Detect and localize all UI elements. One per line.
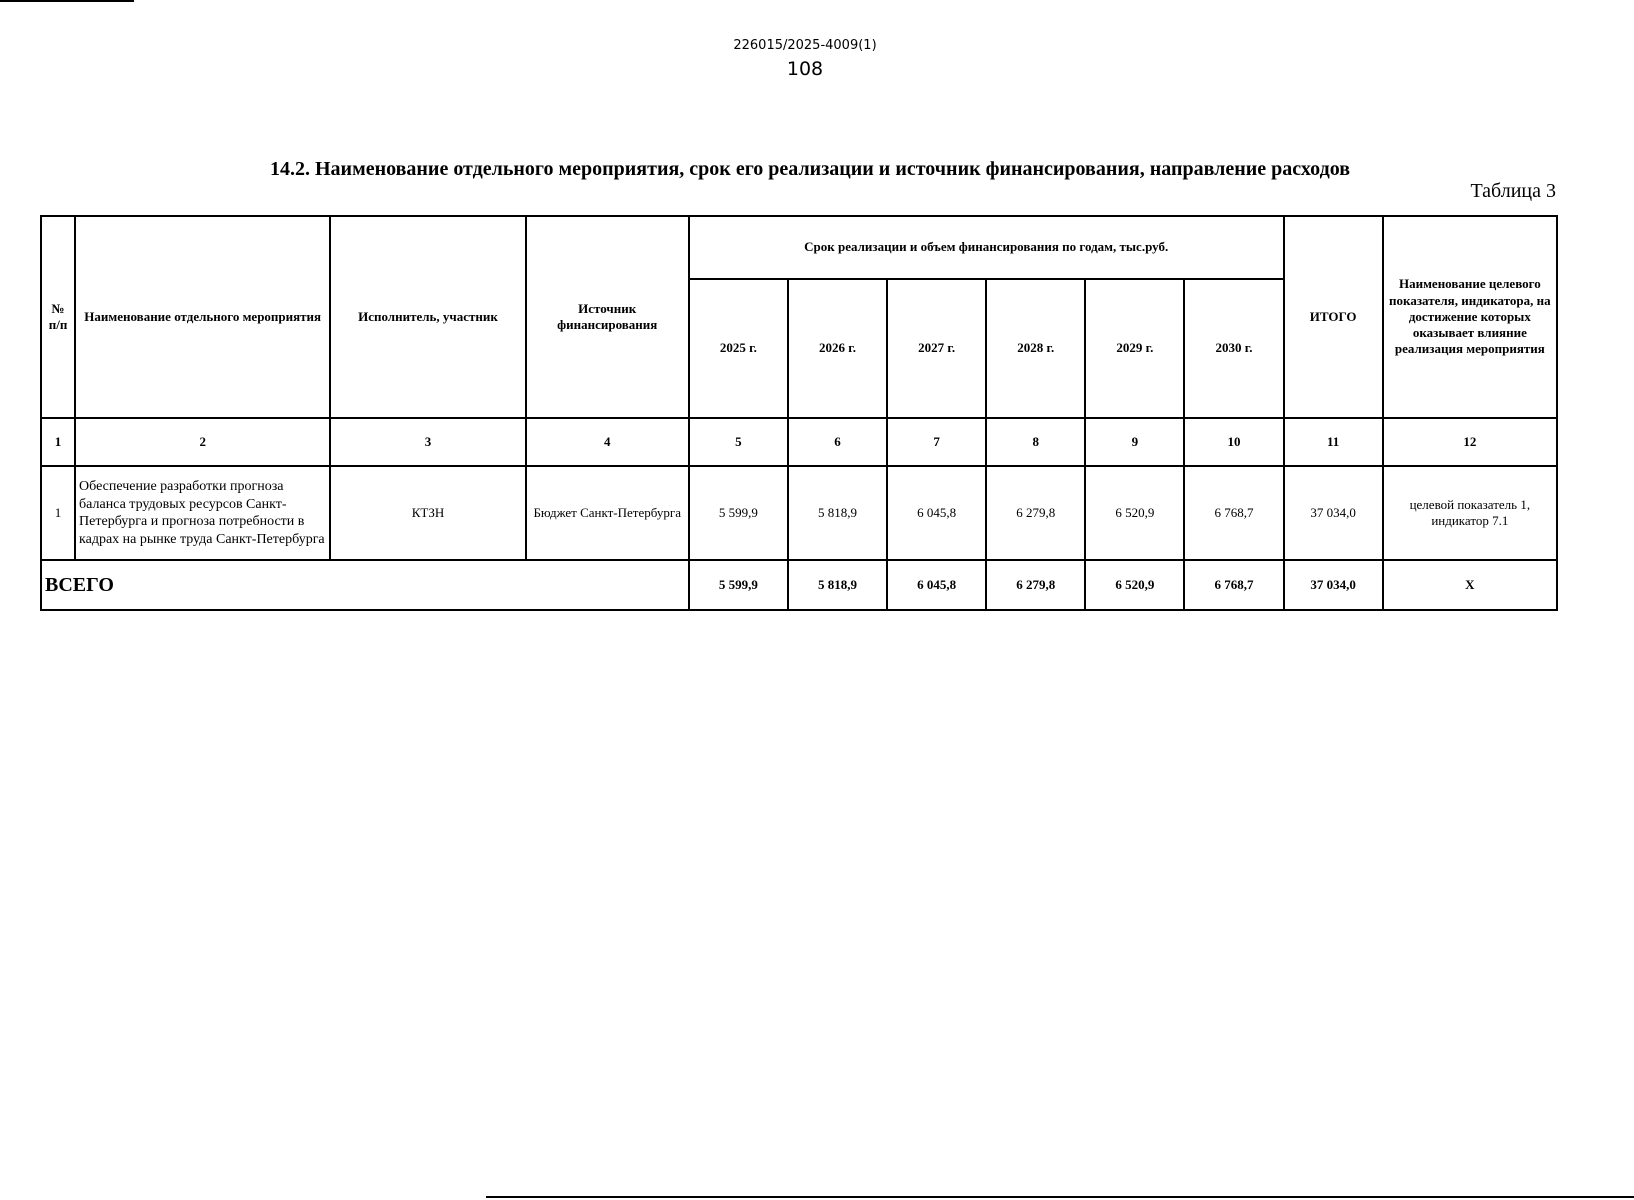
row-value-2028: 6 279,8	[986, 466, 1085, 560]
total-value-2026: 5 818,9	[788, 560, 887, 610]
column-number: 3	[330, 418, 525, 466]
total-value-2030: 6 768,7	[1184, 560, 1283, 610]
row-event-name: Обеспечение разработки прогноза баланса трудовых ресурсов Санкт-Петербурга и прогноза потребности в кадрах на рынке труда Санкт-Петербурга	[75, 466, 330, 560]
header-year-2025: 2025 г.	[689, 279, 788, 418]
column-number: 2	[75, 418, 330, 466]
column-number: 11	[1284, 418, 1383, 466]
document-id: 226015/2025-4009(1)	[733, 38, 877, 53]
row-value-2025: 5 599,9	[689, 466, 788, 560]
column-number: 5	[689, 418, 788, 466]
row-value-2030: 6 768,7	[1184, 466, 1283, 560]
column-number: 8	[986, 418, 1085, 466]
row-num: 1	[41, 466, 75, 560]
total-value-2027: 6 045,8	[887, 560, 986, 610]
header-year-2030: 2030 г.	[1184, 279, 1283, 418]
section-title: 14.2. Наименование отдельного мероприятия, срок его реализации и источник финансирования, направление расходов	[269, 158, 1351, 180]
column-number: 1	[41, 418, 75, 466]
header-total: ИТОГО	[1284, 216, 1383, 418]
column-number: 12	[1383, 418, 1557, 466]
table-caption: Таблица 3	[1470, 180, 1556, 202]
column-number-row	[41, 418, 1557, 466]
row-source: Бюджет Санкт-Петербурга	[526, 466, 689, 560]
header-event-name: Наименование отдельного мероприятия	[75, 216, 330, 418]
total-row	[41, 560, 1557, 610]
page-number: 108	[786, 58, 824, 80]
row-executor: КТЗН	[330, 466, 525, 560]
total-sum: 37 034,0	[1284, 560, 1383, 610]
column-number: 9	[1085, 418, 1184, 466]
total-value-2028: 6 279,8	[986, 560, 1085, 610]
row-value-2027: 6 045,8	[887, 466, 986, 560]
table-row	[41, 466, 1557, 560]
column-number: 4	[526, 418, 689, 466]
row-indicator: целевой показатель 1, индикатор 7.1	[1383, 466, 1557, 560]
header-year-2027: 2027 г.	[887, 279, 986, 418]
row-value-2026: 5 818,9	[788, 466, 887, 560]
top-rule-line	[0, 0, 134, 2]
header-year-2028: 2028 г.	[986, 279, 1085, 418]
column-number: 6	[788, 418, 887, 466]
column-number: 10	[1184, 418, 1283, 466]
total-value-2025: 5 599,9	[689, 560, 788, 610]
total-value-2029: 6 520,9	[1085, 560, 1184, 610]
header-year-2029: 2029 г.	[1085, 279, 1184, 418]
header-year-2026: 2026 г.	[788, 279, 887, 418]
total-label: ВСЕГО	[41, 560, 689, 610]
header-row-group	[41, 216, 1557, 279]
total-indicator: Х	[1383, 560, 1557, 610]
header-indicator: Наименование целевого показателя, индикатора, на достижение которых оказывает влияние реализация мероприятия	[1383, 216, 1557, 418]
header-num: № п/п	[41, 216, 75, 418]
row-total: 37 034,0	[1284, 466, 1383, 560]
header-executor: Исполнитель, участник	[330, 216, 525, 418]
row-value-2029: 6 520,9	[1085, 466, 1184, 560]
financing-table	[40, 215, 1558, 611]
header-source: Источник финансирования	[526, 216, 689, 418]
header-period-group: Срок реализации и объем финансирования по годам, тыс.руб.	[689, 216, 1284, 279]
column-number: 7	[887, 418, 986, 466]
bottom-rule-line	[486, 1196, 1634, 1198]
